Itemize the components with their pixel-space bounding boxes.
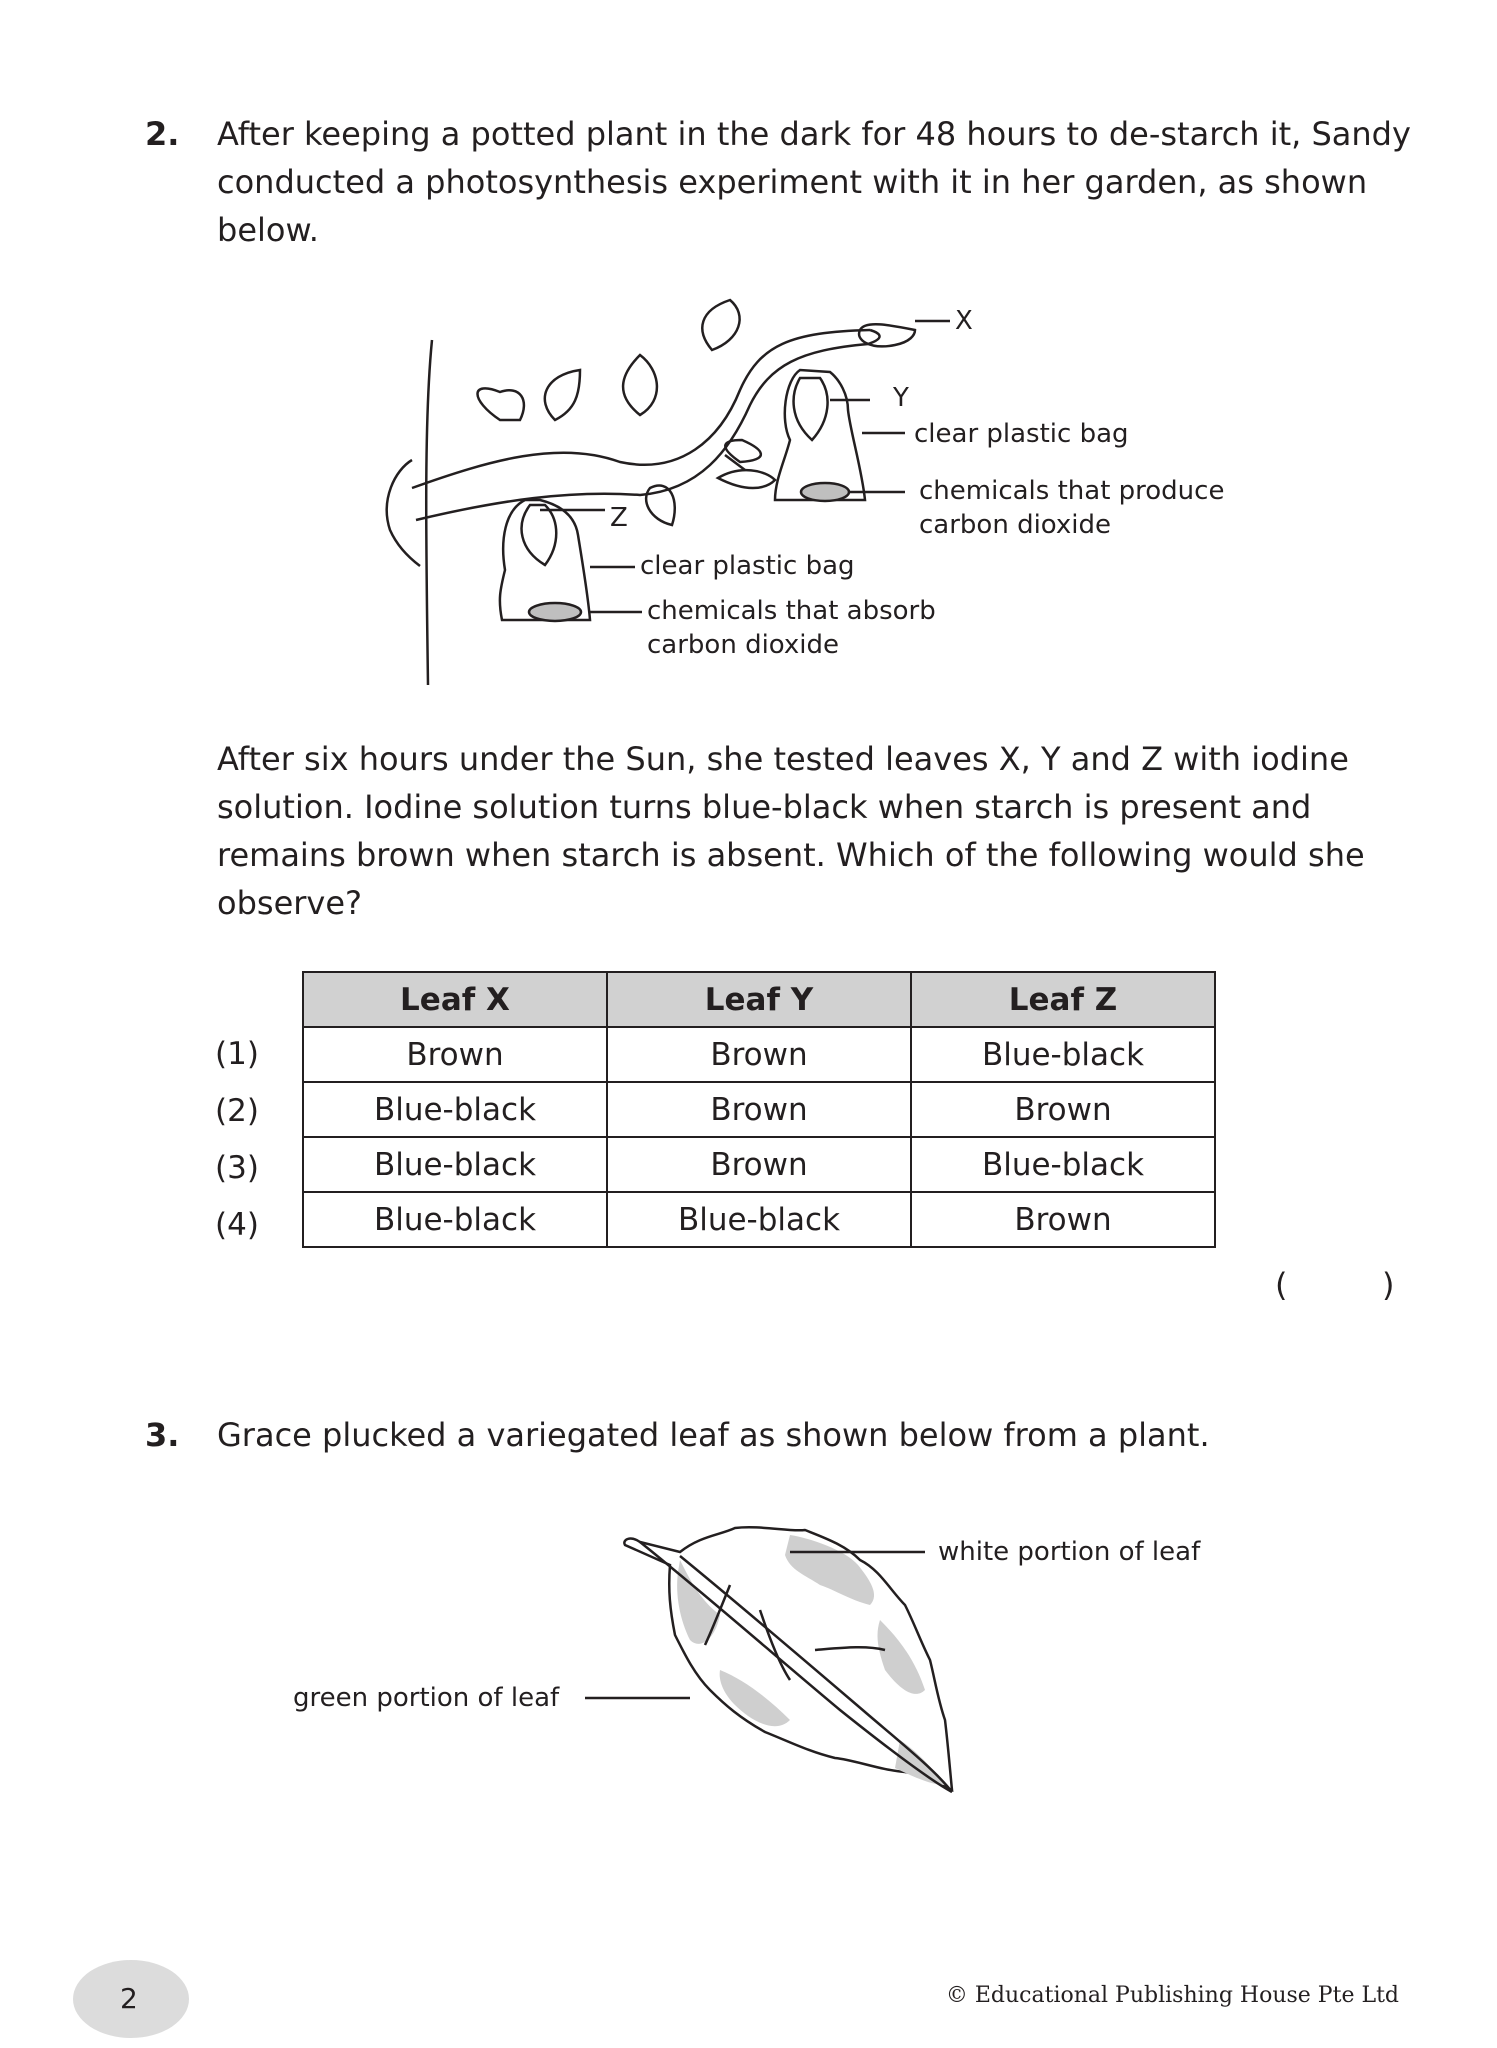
option-number-3: (3): [215, 1150, 259, 1186]
table-cell: Brown: [607, 1082, 911, 1137]
question-2-body-line-4: observe?: [217, 884, 363, 922]
option-number-4: (4): [215, 1207, 259, 1243]
question-2-body-line-3: remains brown when starch is absent. Which of the following would she: [217, 836, 1365, 874]
label-bag-y: clear plastic bag: [914, 419, 1129, 449]
table-cell: Blue-black: [911, 1027, 1215, 1082]
table-cell: Blue-black: [303, 1137, 607, 1192]
label-z: Z: [610, 503, 628, 533]
table-cell: Blue-black: [911, 1137, 1215, 1192]
label-chem-y-line-2: carbon dioxide: [919, 510, 1112, 540]
label-x: X: [955, 306, 973, 336]
table-cell: Blue-black: [607, 1192, 911, 1247]
header-leaf-y: Leaf Y: [607, 972, 911, 1027]
question-2-body-line-1: After six hours under the Sun, she tested leaves X, Y and Z with iodine: [217, 740, 1349, 778]
answer-bracket-open: (: [1275, 1266, 1288, 1304]
question-2-line-2: conducted a photosynthesis experiment with it in her garden, as shown: [217, 163, 1368, 201]
question-2-body-line-2: solution. Iodine solution turns blue-black when starch is present and: [217, 788, 1312, 826]
answer-bracket-close: ): [1382, 1266, 1395, 1304]
header-leaf-x: Leaf X: [303, 972, 607, 1027]
copyright: © Educational Publishing House Pte Ltd: [945, 1983, 1399, 2008]
label-bag-z: clear plastic bag: [640, 551, 855, 581]
question-2-number: 2.: [145, 115, 180, 153]
table-cell: Brown: [607, 1027, 911, 1082]
table-cell: Brown: [911, 1192, 1215, 1247]
question-3-number: 3.: [145, 1416, 180, 1454]
table-cell: Brown: [911, 1082, 1215, 1137]
table-cell: Blue-black: [303, 1192, 607, 1247]
label-y: Y: [893, 383, 909, 413]
label-chem-z-line-1: chemicals that absorb: [647, 596, 936, 626]
question-2-line-3: below.: [217, 211, 319, 249]
table-cell: Brown: [607, 1137, 911, 1192]
page-number: 2: [120, 1982, 138, 2015]
table-cell: Blue-black: [303, 1082, 607, 1137]
option-number-2: (2): [215, 1093, 259, 1129]
header-leaf-z: Leaf Z: [911, 972, 1215, 1027]
label-white-portion: white portion of leaf: [938, 1537, 1201, 1567]
question-3-text: Grace plucked a variegated leaf as shown below from a plant.: [217, 1416, 1210, 1454]
option-number-1: (1): [215, 1036, 259, 1072]
question-2-line-1: After keeping a potted plant in the dark for 48 hours to de-starch it, Sandy: [217, 115, 1411, 153]
label-green-portion: green portion of leaf: [293, 1683, 560, 1713]
label-chem-y-line-1: chemicals that produce: [919, 476, 1225, 506]
table-cell: Brown: [303, 1027, 607, 1082]
label-chem-z-line-2: carbon dioxide: [647, 630, 840, 660]
